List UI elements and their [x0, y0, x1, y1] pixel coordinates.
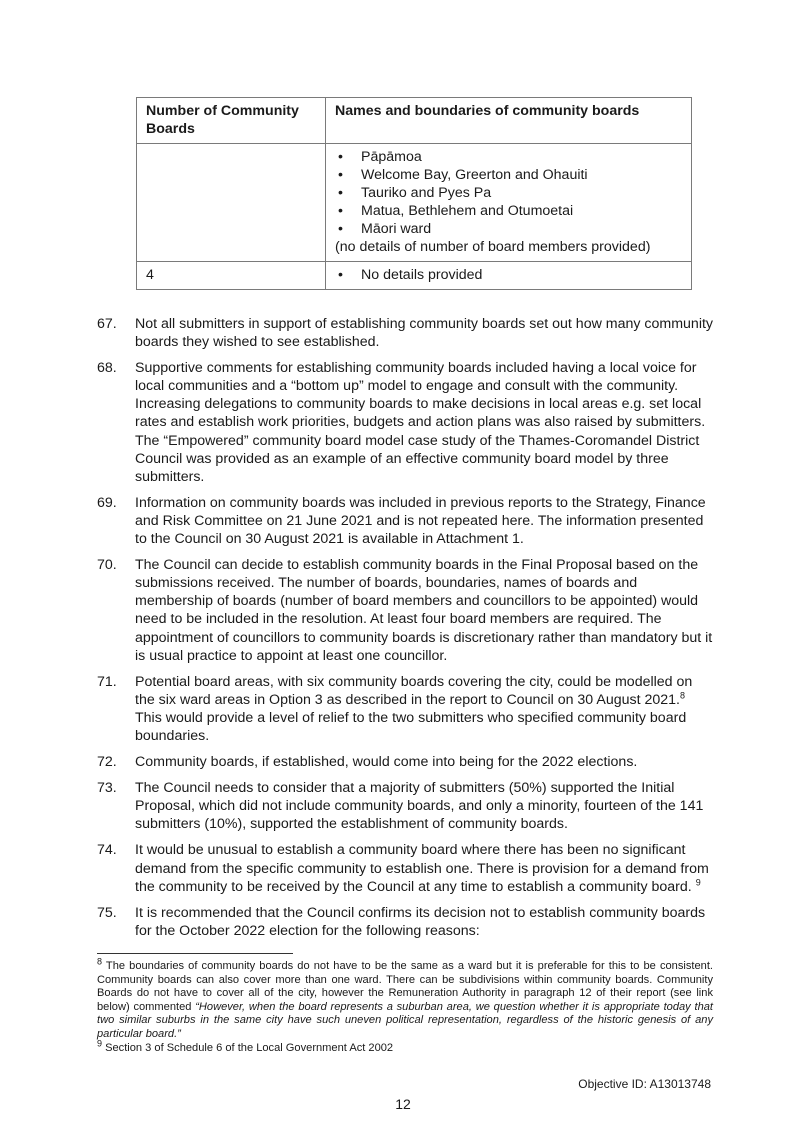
footnote-divider [97, 953, 293, 954]
table-header-row [137, 98, 692, 144]
footnote-ref-9: 9 [695, 876, 701, 887]
footnotes [97, 956, 713, 1055]
footnote-text: The boundaries of community boards do not have to be the same as a ward but it is preferable for this to be consistent. Community boards can also cover more than one ward. There can be subdivisions within community boards. Community Boards do not have to cover all of the city, however the Remuneration Authority in paragraph 12 of their report (see link below) commented [97, 960, 713, 1013]
table-cell-number [137, 144, 326, 262]
list-item: • Pāpāmoa [335, 148, 682, 166]
footnote-8 [97, 956, 713, 1042]
paragraph-text: The Council needs to consider that a majority of submitters (50%) supported the Initial Proposal, which did not include community boards, and only a minority, fourteen of the 141 submitters (10%), supported the establishment of community boards. [135, 780, 704, 833]
paragraph-68 [97, 359, 713, 486]
paragraph-text [135, 673, 713, 745]
paragraph-text: Not all submitters in support of establishing community boards set out how many community boards they wished to see established. [135, 316, 714, 351]
board-members-note: (no details of number of board members provided) [335, 239, 651, 255]
paragraph-number: 72. [97, 754, 117, 771]
board-list [335, 266, 682, 284]
list-item: • Māori ward [335, 220, 682, 238]
table-cell-names [326, 144, 692, 262]
table-row [137, 262, 692, 290]
paragraph-71 [97, 673, 713, 745]
header-names-and-boundaries: Names and boundaries of community boards [326, 98, 692, 144]
paragraph-number: 68. [97, 360, 117, 377]
footnote-number: 9 [97, 1037, 103, 1048]
page-number: 12 [395, 1096, 411, 1112]
footnote-number: 8 [97, 956, 103, 967]
paragraph-text: Information on community boards was included in previous reports to the Strategy, Finance and Risk Committee on 21 June 2021 and is not repeated here. The information presented to the Council on 30 August 2021 is available in Attachment 1. [135, 494, 706, 548]
paragraph-number: 75. [97, 904, 117, 921]
paragraph-67 [97, 315, 713, 351]
table-cell-number: 4 [137, 262, 326, 290]
paragraph-70 [97, 556, 713, 665]
objective-id: Objective ID: A13013748 [578, 1077, 711, 1091]
footnote-9 [97, 1037, 713, 1056]
table-cell-names [326, 262, 692, 290]
paragraph-number: 73. [97, 780, 117, 797]
paragraph-text: Community boards, if established, would come into being for the 2022 elections. [135, 754, 638, 771]
footnote-ref-8: 8 [679, 690, 685, 701]
paragraph-69 [97, 494, 713, 548]
table-row [137, 144, 692, 262]
footnote-quote: “However, when the board represents a suburban area, we question whether it is appropriate today that two similar suburbs in the same city have such uneven political representation, regardless of the historic genesis of any particular board.” [97, 1000, 713, 1040]
paragraph-text-part: It would be unusual to establish a community board where there has been no significant demand from the specific community to establish one. There is provision for a demand from the community to be received by the Council at any time to establish a community board. [135, 842, 709, 895]
board-list [335, 148, 682, 238]
list-item: • Welcome Bay, Greerton and Ohauiti [335, 166, 682, 184]
header-number-of-boards: Number of Community Boards [137, 98, 326, 144]
paragraph-74 [97, 841, 713, 895]
paragraph-number: 70. [97, 557, 117, 574]
paragraph-number: 67. [97, 316, 117, 332]
numbered-paragraphs [97, 315, 713, 948]
list-item: • Tauriko and Pyes Pa [335, 184, 682, 202]
paragraph-text-part: Potential board areas, with six community boards covering the city, could be modelled on the six ward areas in Option 3 as described in the report to Council on 30 August 2021. [135, 673, 693, 708]
paragraph-73 [97, 779, 713, 833]
paragraph-text: The Council can decide to establish community boards in the Final Proposal based on the submissions received. The number of boards, boundaries, names of boards and membership of boards (number of board members and councillors to be appointed) would need to be included in the resolution. At least four board members are required. The appointment of councillors to community boards is discretionary rather than mandatory but it is usual practice to appoint at least one councillor. [135, 557, 713, 664]
paragraph-text: It is recommended that the Council confirms its decision not to establish community boards for the October 2022 election for the following reasons: [135, 904, 706, 939]
paragraph-72 [97, 753, 713, 771]
paragraph-75 [97, 904, 713, 940]
paragraph-text: Supportive comments for establishing community boards included having a local voice for local communities and a “bottom up” model to engage and consult with the community. Increasing delegations to community boards to make decisions in local areas e.g. set local rates and establish work priorities, budgets and action plans was also raised by submitters. The “Empowered” community board model case study of the Thames-Coromandel District Council was provided as an example of an effective community board model by three submitters. [135, 360, 706, 485]
list-item: • No details provided [335, 266, 682, 284]
footnote-text: Section 3 of Schedule 6 of the Local Government Act 2002 [102, 1041, 394, 1054]
paragraph-text [135, 841, 713, 895]
paragraph-number: 71. [97, 673, 117, 690]
list-item: • Matua, Bethlehem and Otumoetai [335, 202, 682, 220]
paragraph-text-part: This would provide a level of relief to the two submitters who specified community board boundaries. [135, 709, 687, 744]
paragraph-number: 69. [97, 494, 117, 511]
paragraph-number: 74. [97, 842, 117, 859]
community-boards-table [136, 97, 692, 290]
